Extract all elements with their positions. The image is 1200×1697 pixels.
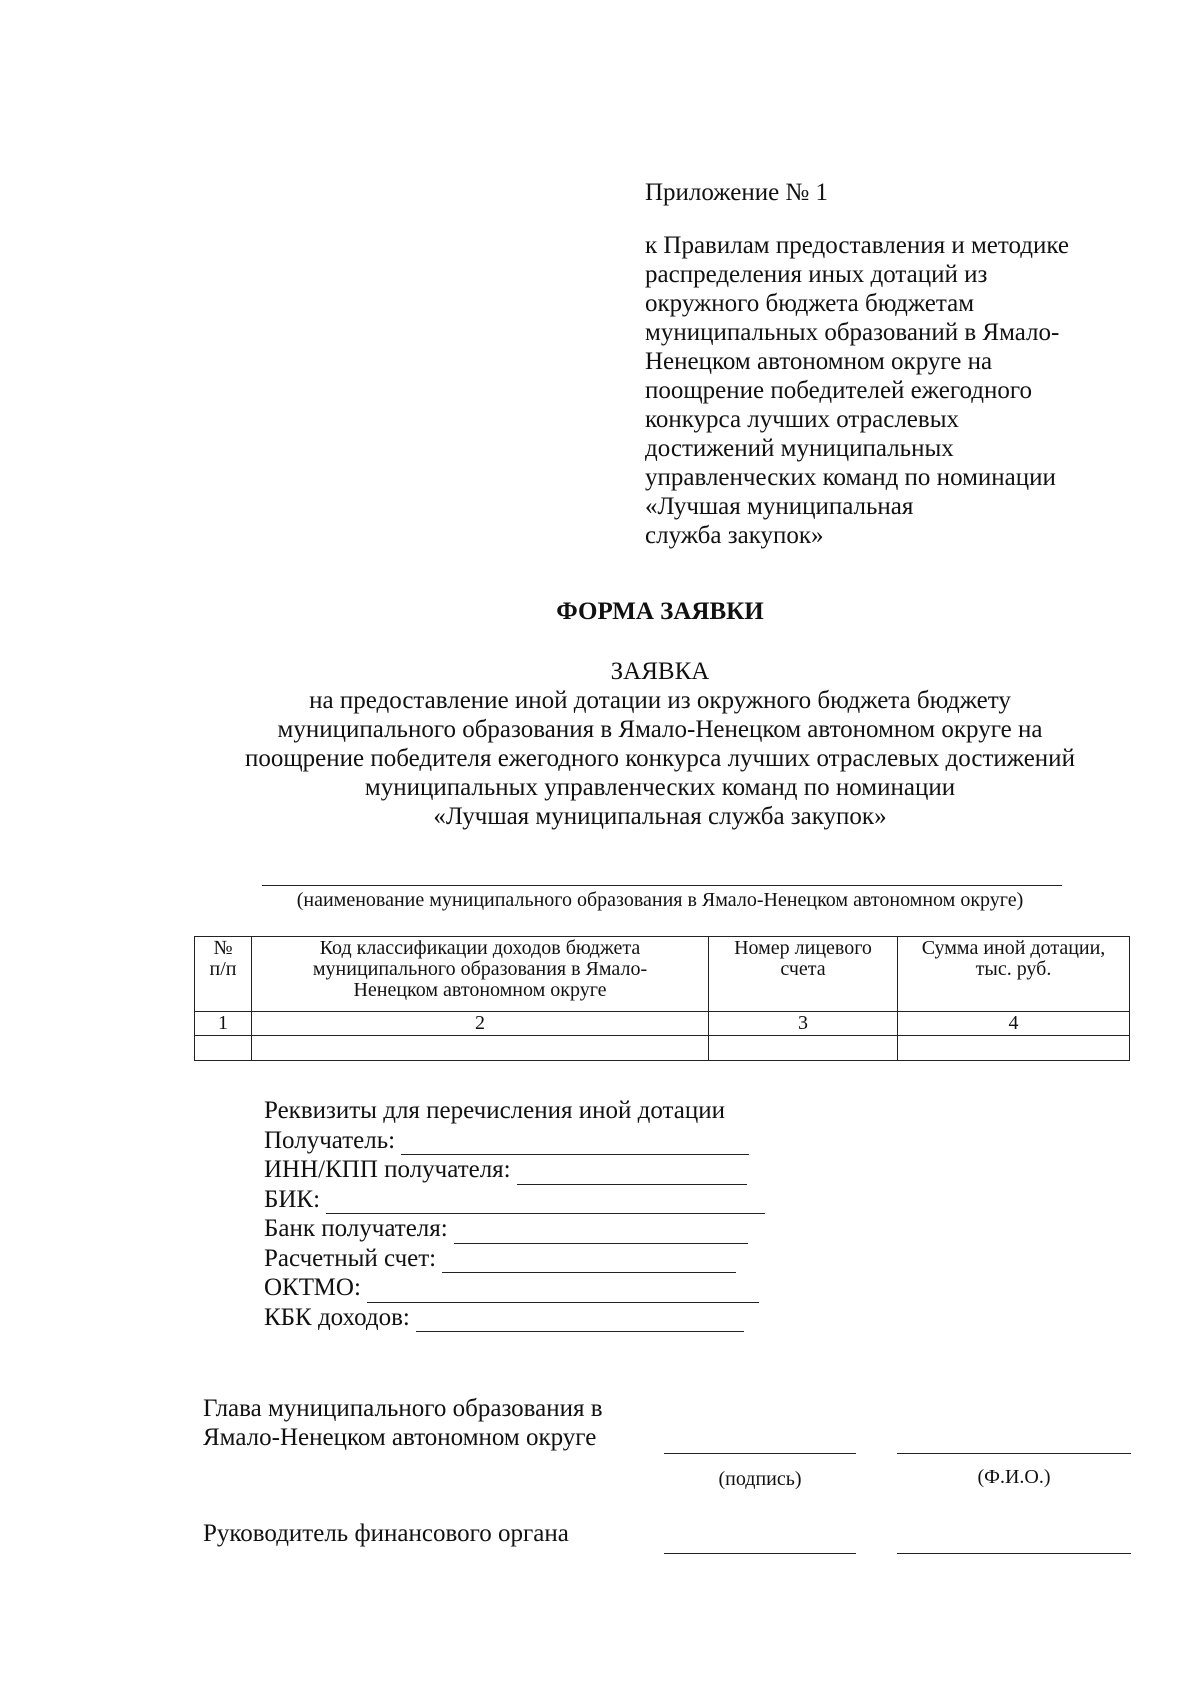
field-label: Получатель: (264, 1126, 396, 1154)
header-text: муниципального образования в Ямало- (312, 958, 648, 980)
column-number: 1 (195, 1012, 252, 1036)
request-block (150, 657, 1170, 831)
request-line: на предоставление иной дотации из окружного бюджета бюджету (309, 687, 1011, 714)
fio-caption: (Ф.И.О.) (977, 1466, 1051, 1488)
field-account (264, 1244, 765, 1274)
header-text: Номер лицевого (734, 937, 872, 959)
field-recipient (264, 1126, 765, 1156)
appendix-block (645, 178, 1125, 550)
bik-blank[interactable] (326, 1193, 765, 1214)
head-signature-line[interactable] (664, 1453, 856, 1454)
header-text: счета (780, 958, 826, 980)
header-text: Сумма иной дотации, (921, 937, 1106, 959)
appendix-line: служба закупок» (645, 522, 824, 549)
income-table (194, 936, 1130, 1061)
field-label: БИК: (264, 1185, 321, 1213)
appendix-line: управленческих команд по номинации (645, 464, 1056, 491)
kbk-blank[interactable] (416, 1311, 744, 1332)
header-cell-number (195, 937, 252, 1012)
table-number-row (195, 1012, 1130, 1036)
field-inn-kpp (264, 1155, 765, 1185)
table-cell[interactable] (195, 1036, 252, 1061)
finance-head: Руководитель финансового органа (203, 1520, 569, 1547)
field-label: Расчетный счет: (264, 1244, 437, 1272)
municipality-name-line[interactable] (262, 885, 1062, 886)
request-line: муниципального образования в Ямало-Ненецком автономном округе на (277, 716, 1043, 743)
header-cell-code (252, 937, 709, 1012)
bank-blank[interactable] (454, 1223, 748, 1244)
appendix-line: конкурса лучших отраслевых (645, 406, 959, 433)
field-bank (264, 1214, 765, 1244)
table-row (195, 1036, 1130, 1061)
head-of-municipality (203, 1394, 603, 1452)
field-label: Банк получателя: (264, 1215, 448, 1242)
header-cell-account (709, 937, 898, 1012)
field-label: ОКТМО: (264, 1274, 361, 1301)
details-title: Реквизиты для перечисления иной дотации (264, 1097, 725, 1124)
municipality-name-caption: (наименование муниципального образования в Ямало-Ненецком автономном округе) (296, 889, 1024, 911)
appendix-line: достижений муниципальных (645, 435, 954, 462)
header-text: № (213, 937, 233, 959)
request-line: поощрение победителя ежегодного конкурса лучших отраслевых достижений (245, 745, 1075, 772)
field-oktmo (264, 1273, 765, 1303)
field-label: КБК доходов: (264, 1303, 410, 1331)
column-number: 4 (898, 1012, 1130, 1036)
recipient-blank[interactable] (401, 1134, 749, 1155)
inn-kpp-blank[interactable] (517, 1164, 747, 1185)
table-cell[interactable] (709, 1036, 898, 1061)
header-cell-amount (898, 937, 1130, 1012)
header-text: п/п (209, 958, 237, 980)
signature-caption: (подпись) (718, 1468, 802, 1490)
signatory-title: Ямало-Ненецком автономном округе (203, 1424, 597, 1451)
field-kbk (264, 1303, 765, 1333)
header-text: Код классификации доходов бюджета (319, 937, 641, 959)
appendix-line: Ненецком автономном округе на (645, 348, 993, 375)
table-cell[interactable] (898, 1036, 1130, 1061)
request-line: муниципальных управленческих команд по номинации (364, 774, 956, 801)
appendix-line: распределения иных дотаций из (645, 261, 988, 288)
appendix-line: поощрение победителей ежегодного (645, 377, 1032, 404)
request-line: «Лучшая муниципальная служба закупок» (433, 803, 887, 830)
finance-signature-line[interactable] (664, 1553, 856, 1554)
appendix-line: «Лучшая муниципальная (645, 493, 914, 520)
field-bik (264, 1185, 765, 1215)
payment-details (264, 1096, 765, 1332)
field-label: ИНН/КПП получателя: (264, 1156, 511, 1183)
header-text: тыс. руб. (975, 958, 1052, 980)
appendix-line: к Правилам предоставления и методике (645, 232, 1069, 259)
request-title: ЗАЯВКА (610, 658, 710, 685)
table-header-row (195, 937, 1130, 1012)
account-blank[interactable] (442, 1252, 736, 1273)
appendix-line: муниципальных образований в Ямало- (645, 319, 1060, 346)
finance-fio-line[interactable] (897, 1553, 1131, 1554)
head-fio-line[interactable] (897, 1453, 1131, 1454)
signatory-title: Глава муниципального образования в (203, 1395, 603, 1422)
oktmo-blank[interactable] (367, 1282, 759, 1303)
column-number: 3 (709, 1012, 898, 1036)
appendix-line: окружного бюджета бюджетам (645, 290, 975, 317)
appendix-number: Приложение № 1 (645, 179, 829, 206)
form-heading: ФОРМА ЗАЯВКИ (556, 598, 764, 625)
table-cell[interactable] (252, 1036, 709, 1061)
column-number: 2 (252, 1012, 709, 1036)
header-text: Ненецком автономном округе (353, 979, 607, 1001)
